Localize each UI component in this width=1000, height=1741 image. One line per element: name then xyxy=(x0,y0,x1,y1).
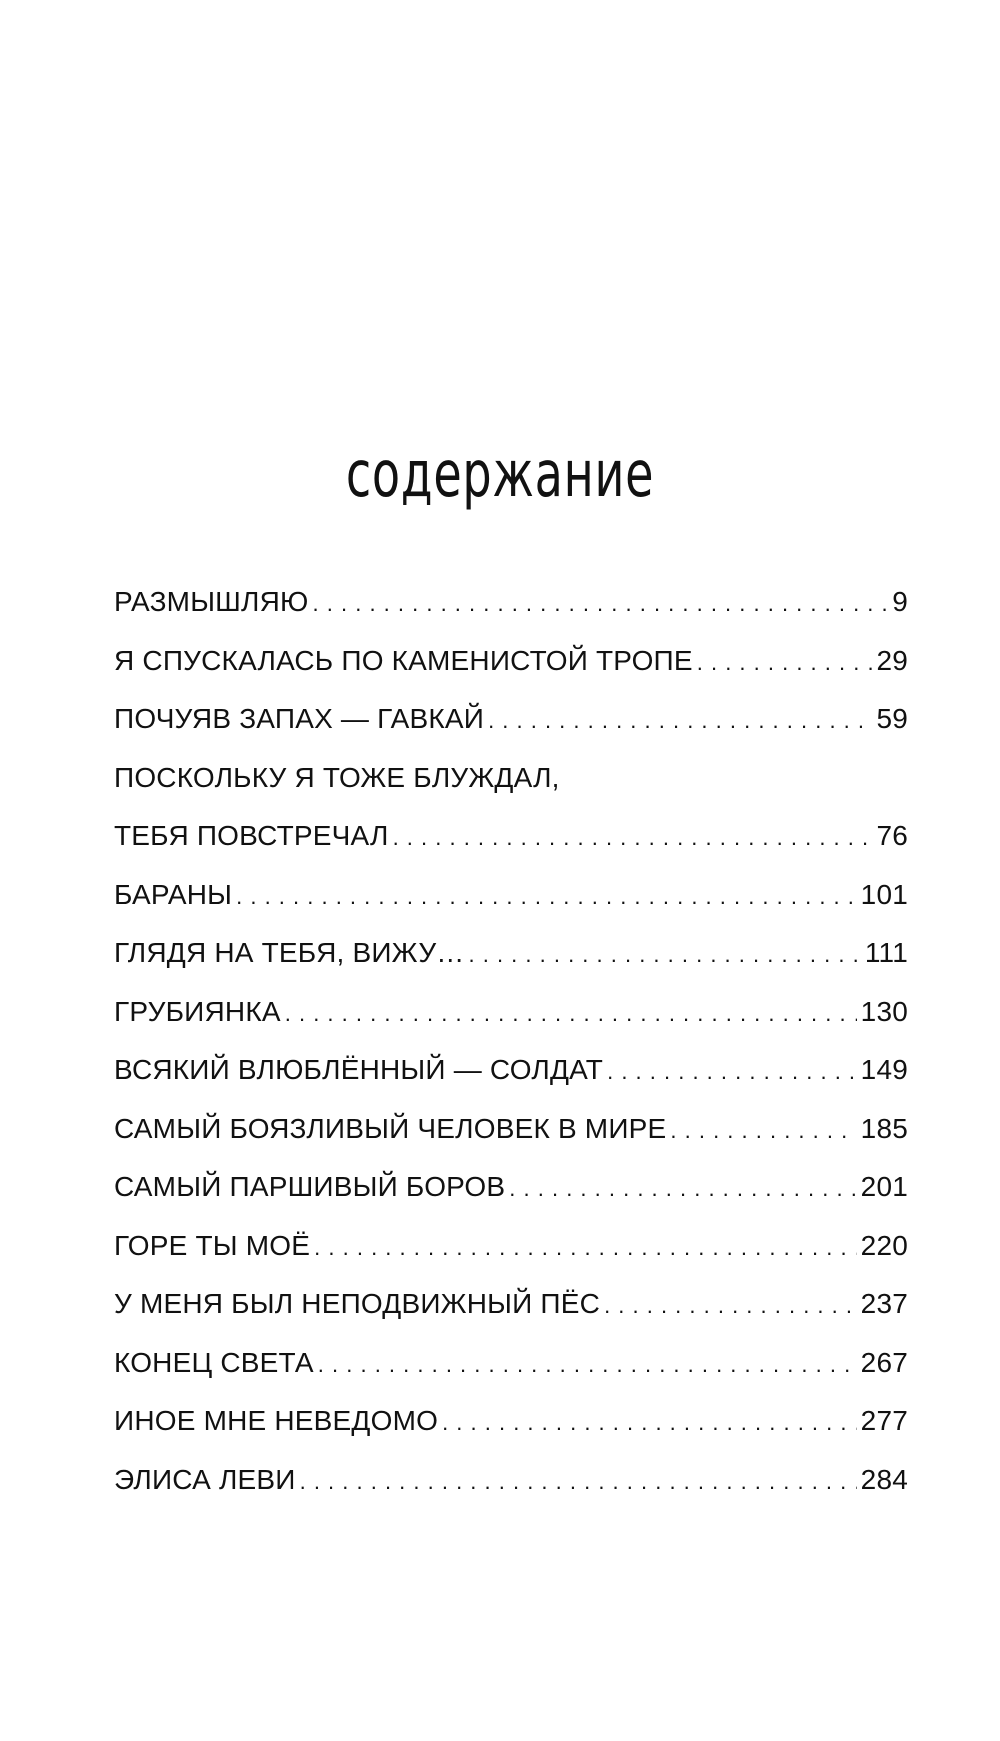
entry-page: 267 xyxy=(860,1346,908,1378)
dot-leader xyxy=(697,641,873,683)
entry-title: РАЗМЫШЛЯЮ xyxy=(114,586,309,617)
toc-entry[interactable] xyxy=(114,933,908,992)
entry-page: 237 xyxy=(860,1288,908,1319)
entry-title: У МЕНЯ БЫЛ НЕПОДВИЖНЫЙ ПЁС xyxy=(114,1288,601,1319)
entry-title: ИНОЕ МНЕ НЕВЕДОМО xyxy=(114,1405,439,1436)
entry-page: 185 xyxy=(860,1112,908,1144)
dot-leader xyxy=(300,1460,857,1502)
dot-leader xyxy=(314,1226,857,1268)
toc-entry[interactable] xyxy=(114,1460,908,1519)
dot-leader xyxy=(285,992,857,1034)
entry-title: БАРАНЫ xyxy=(114,878,233,910)
dot-leader xyxy=(604,1284,857,1326)
dot-leader xyxy=(488,699,872,741)
entry-page: 149 xyxy=(860,1054,908,1085)
toc-entry[interactable] xyxy=(114,1284,908,1343)
toc-entry[interactable] xyxy=(114,1343,908,1402)
entry-title: ВСЯКИЙ ВЛЮБЛЁННЫЙ — СОЛДАТ xyxy=(114,1054,604,1085)
entry-title: КОНЕЦ СВЕТА xyxy=(114,1346,314,1378)
entry-title: САМЫЙ ПАРШИВЫЙ БОРОВ xyxy=(114,1171,506,1202)
dot-leader xyxy=(236,875,857,917)
toc-entry[interactable] xyxy=(114,992,908,1051)
entry-page: 201 xyxy=(860,1171,908,1202)
toc-entry[interactable] xyxy=(114,1226,908,1285)
table-of-contents xyxy=(114,582,908,1518)
dot-leader xyxy=(607,1050,857,1092)
entry-page: 59 xyxy=(876,703,908,734)
dot-leader xyxy=(670,1109,856,1151)
toc-entry[interactable] xyxy=(114,1109,908,1168)
dot-leader xyxy=(313,582,889,624)
toc-entry[interactable] xyxy=(114,1401,908,1460)
entry-title: ТЕБЯ ПОВСТРЕЧАЛ xyxy=(114,820,389,851)
entry-title: ЭЛИСА ЛЕВИ xyxy=(114,1463,296,1495)
entry-page: 284 xyxy=(860,1463,908,1495)
dot-leader xyxy=(318,1343,857,1385)
entry-title: САМЫЙ БОЯЗЛИВЫЙ ЧЕЛОВЕК В МИРЕ xyxy=(114,1112,667,1144)
entry-page: 220 xyxy=(860,1229,908,1261)
page-title: содержание xyxy=(345,438,655,512)
entry-title: ПОЧУЯВ ЗАПАХ — ГАВКАЙ xyxy=(114,703,485,734)
dot-leader xyxy=(442,1401,857,1443)
dot-leader xyxy=(509,1167,856,1209)
entry-title: ГОРЕ ТЫ МОЁ xyxy=(114,1229,311,1261)
entry-page: 29 xyxy=(876,644,908,676)
toc-entry[interactable] xyxy=(114,641,908,700)
entry-title: ГЛЯДЯ НА ТЕБЯ, ВИЖУ… xyxy=(114,937,465,968)
toc-entry[interactable] xyxy=(114,699,908,758)
toc-entry[interactable] xyxy=(114,758,908,875)
entry-page: 277 xyxy=(860,1405,908,1436)
entry-page: 111 xyxy=(864,937,908,968)
dot-leader xyxy=(393,816,873,858)
toc-entry[interactable] xyxy=(114,875,908,934)
entry-title: Я СПУСКАЛАСЬ ПО КАМЕНИСТОЙ ТРОПЕ xyxy=(114,644,693,676)
toc-entry[interactable] xyxy=(114,582,908,641)
entry-title: ГРУБИЯНКА xyxy=(114,995,281,1027)
toc-entry[interactable] xyxy=(114,1050,908,1109)
entry-title-line1: ПОСКОЛЬКУ Я ТОЖЕ БЛУЖДАЛ, xyxy=(114,761,560,793)
toc-entry[interactable] xyxy=(114,1167,908,1226)
entry-page: 76 xyxy=(876,820,908,851)
entry-page: 101 xyxy=(860,878,908,910)
dot-leader xyxy=(469,933,861,975)
entry-page: 9 xyxy=(892,586,908,617)
entry-page: 130 xyxy=(860,995,908,1027)
